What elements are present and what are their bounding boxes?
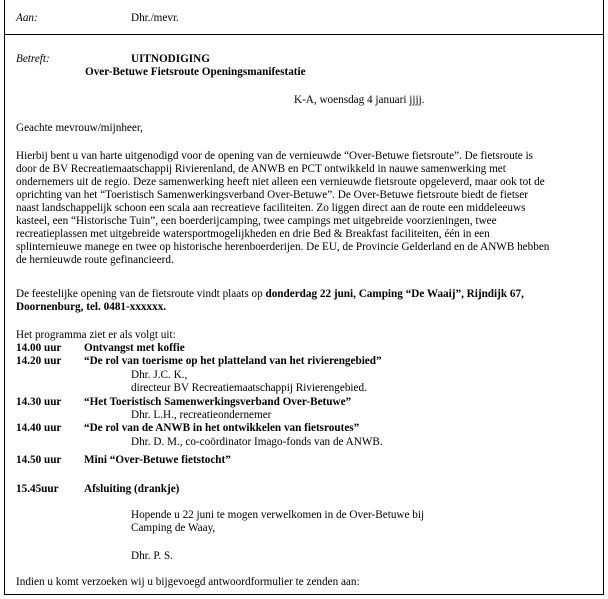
- programma-item: [16, 342, 596, 355]
- paragraph-line: Hierbij bent u van harte uitgenodigd voor de opening van de vernieuwde “Over-Betuwe fietsroute”. De fietsroute is: [16, 150, 534, 162]
- programma-speaker-role: directeur BV Recreatiemaatschappij Rivierengebied.: [131, 382, 367, 394]
- programma-speaker: Dhr. J.C. K.,: [131, 369, 188, 381]
- programma-time: 14.30 uur: [16, 396, 62, 408]
- programma-item: [16, 396, 596, 409]
- programma-item: [16, 422, 596, 435]
- programma-title: Afsluiting (drankje): [84, 483, 180, 495]
- programma-title: Mini “Over-Betuwe fietstocht”: [84, 454, 231, 466]
- programma-time: 14.00 uur: [16, 342, 62, 354]
- programma-time: 14.40 uur: [16, 422, 62, 434]
- paragraph-line: ondernemers uit de regio. Deze samenwerking heeft niet alleen een vernieuwde fietsroute opgeleverd, maar ook tot de: [16, 176, 545, 188]
- aan-value: Dhr./mevr.: [131, 12, 179, 24]
- paragraph-line: splinternieuwe manege en twee op historische herenboerderijen. De EU, de Provincie Gelderland en de ANWB hebben: [16, 241, 550, 253]
- place-date: K-A, woensdag 4 januari jjjj.: [294, 94, 425, 106]
- letter-page: [4, 0, 604, 595]
- paragraph-line: de hernieuwde route gefinancieerd.: [16, 254, 174, 266]
- aan-label: Aan:: [16, 12, 38, 24]
- programma-item: [16, 355, 596, 368]
- betreft-label: Betreft:: [16, 53, 50, 65]
- opening-intro: De feestelijke opening van de fietsroute vindt plaats op: [16, 288, 266, 300]
- programma-intro: Het programma ziet er als volgt uit:: [16, 329, 176, 341]
- programma-time: 14.20 uur: [16, 355, 62, 367]
- programma-title: “Het Toeristisch Samenwerkingsverband Over-Betuwe”: [84, 396, 352, 408]
- signature: Dhr. P. S.: [131, 550, 173, 562]
- programma-time: 15.45uur: [16, 483, 59, 495]
- opening-address: Doornenburg, tel. 0481-xxxxxx.: [16, 301, 167, 313]
- closing-line: Camping de Waay,: [131, 522, 216, 534]
- paragraph-opening: [16, 288, 591, 314]
- programma-speaker: Dhr. D. M., co-coördinator Imago-fonds van de ANWB.: [131, 436, 383, 448]
- paragraph-line: recreatieplassen met uitgebreide watersportmogelijkheden en drie Bed & Breakfast faciliteiten, één in een: [16, 228, 490, 240]
- closing-line: Hopende u 22 juni te mogen verwelkomen in de Over-Betuwe bij: [131, 509, 425, 521]
- programma-title: Ontvangst met koffie: [84, 342, 185, 354]
- programma-speaker: Dhr. L.H., recreatieondernemer: [131, 409, 272, 421]
- programma-item: [16, 454, 596, 467]
- header-divider-top: [5, 34, 603, 35]
- paragraph-line: door de BV Recreatiemaatschappij Rivierenland, de ANWB en PCT ontwikkeld in nauwe samenwerking met: [16, 163, 506, 175]
- betreft-subtitle: Over-Betuwe Fietsroute Openingsmanifestatie: [85, 66, 306, 78]
- salutation: Geachte mevrouw/mijnheer,: [16, 122, 143, 134]
- programma-title: “De rol van toerisme op het platteland van het rivierengebied”: [84, 355, 382, 367]
- paragraph-line: kasteel, een “Historische Tuin”, een boerderijcamping, twee campings met uitgebreide voorzieningen, twee: [16, 215, 497, 227]
- paragraph-line: naast landschappelijk schoon een scala aan recreatieve faciliteiten. Zo liggen direct aan de route een middeleeuws: [16, 202, 526, 214]
- programma-time: 14.50 uur: [16, 454, 62, 466]
- betreft-title: UITNODIGING: [131, 53, 210, 65]
- footer-request: Indien u komt verzoeken wij u bijgevoegd antwoordformulier te zenden aan:: [16, 576, 360, 588]
- programma-title: “De rol van de ANWB in het ontwikkelen van fietsroutes”: [84, 422, 360, 434]
- programma-item: [16, 483, 596, 496]
- opening-location: donderdag 22 juni, Camping “De Waaij”, Rijndijk 67,: [265, 288, 524, 300]
- paragraph-line: oprichting van het “Toeristisch Samenwerkingsverband Over-Betuwe”. De Over-Betuwe fietsroute biedt de fietser: [16, 189, 528, 201]
- paragraph-intro: [16, 150, 591, 267]
